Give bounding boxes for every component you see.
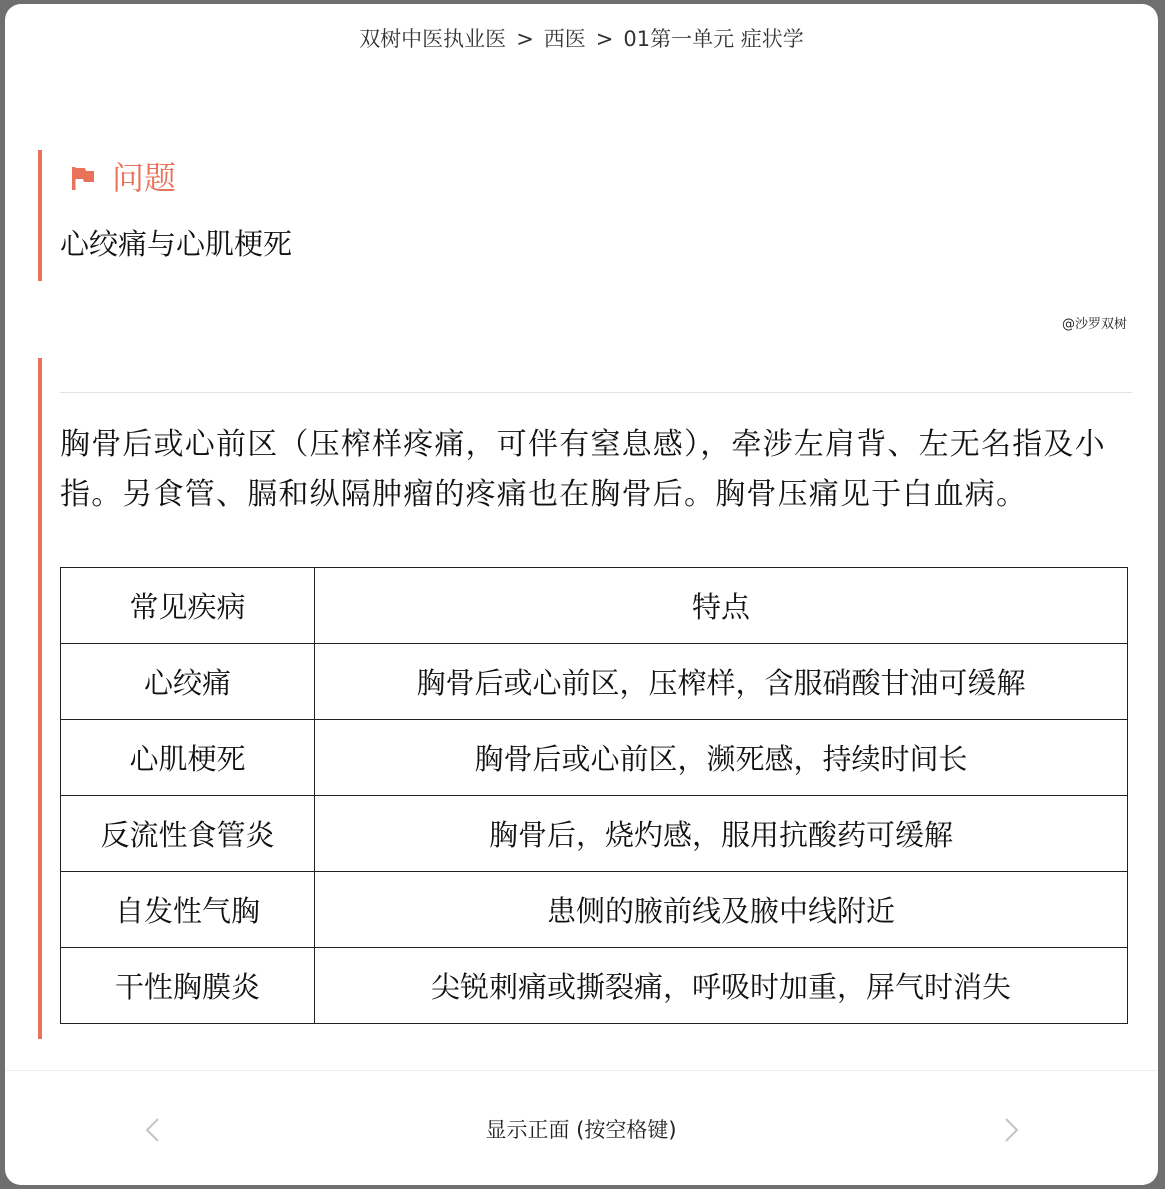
breadcrumb-separator: > [595, 27, 614, 51]
feature-cell: 胸骨后，烧灼感，服用抗酸药可缓解 [315, 796, 1128, 872]
breadcrumb-item-subject[interactable]: 西医 [543, 27, 586, 51]
answer-text: 胸骨后或心前区（压榨样疼痛，可伴有窒息感），牵涉左肩背、左无名指及小指。另食管、膈和纵隔肿瘤的疼痛也在胸骨后。胸骨压痛见于白血病。 [60, 427, 1106, 512]
disease-cell: 心绞痛 [61, 644, 315, 720]
feature-cell: 胸骨后或心前区，压榨样，含服硝酸甘油可缓解 [315, 644, 1128, 720]
breadcrumb-separator: > [516, 27, 534, 51]
feature-cell: 尖锐刺痛或撕裂痛，呼吸时加重，屏气时消失 [315, 948, 1128, 1024]
feature-cell: 胸骨后或心前区，濒死感，持续时间长 [315, 720, 1128, 796]
question-section [38, 150, 1132, 281]
table-row [61, 948, 1128, 1024]
chevron-left-icon [137, 1112, 167, 1148]
feature-cell: 患侧的腋前线及腋中线附近 [315, 872, 1128, 948]
table-header-cell: 常见疾病 [61, 568, 315, 644]
breadcrumb [5, 24, 1158, 54]
breadcrumb-item-deck[interactable]: 双树中医执业医 [359, 27, 507, 51]
table-header-row [61, 568, 1128, 644]
disease-cell: 反流性食管炎 [61, 796, 315, 872]
disease-cell: 自发性气胸 [61, 872, 315, 948]
chevron-right-icon [997, 1112, 1027, 1148]
show-front-button[interactable]: 显示正面 (按空格键) [485, 1118, 677, 1142]
table-header-cell: 特点 [315, 568, 1128, 644]
author-credit: @沙罗双树 [1061, 317, 1127, 332]
flashcard [5, 4, 1158, 1185]
table-row [61, 796, 1128, 872]
disease-cell: 心肌梗死 [61, 720, 315, 796]
next-card-button[interactable] [997, 1112, 1027, 1148]
symptom-table [60, 567, 1128, 1024]
answer-divider [60, 392, 1132, 393]
flag-icon [68, 163, 98, 193]
table-row [61, 644, 1128, 720]
breadcrumb-item-unit[interactable]: 01第一单元 症状学 [623, 27, 804, 51]
footer-divider [5, 1070, 1158, 1071]
previous-card-button[interactable] [137, 1112, 167, 1148]
disease-cell: 干性胸膜炎 [61, 948, 315, 1024]
question-heading: 问题 [112, 159, 177, 197]
table-row [61, 872, 1128, 948]
question-header [68, 156, 176, 200]
question-text: 心绞痛与心肌梗死 [60, 227, 293, 261]
answer-section [38, 358, 1132, 1039]
table-row [61, 720, 1128, 796]
